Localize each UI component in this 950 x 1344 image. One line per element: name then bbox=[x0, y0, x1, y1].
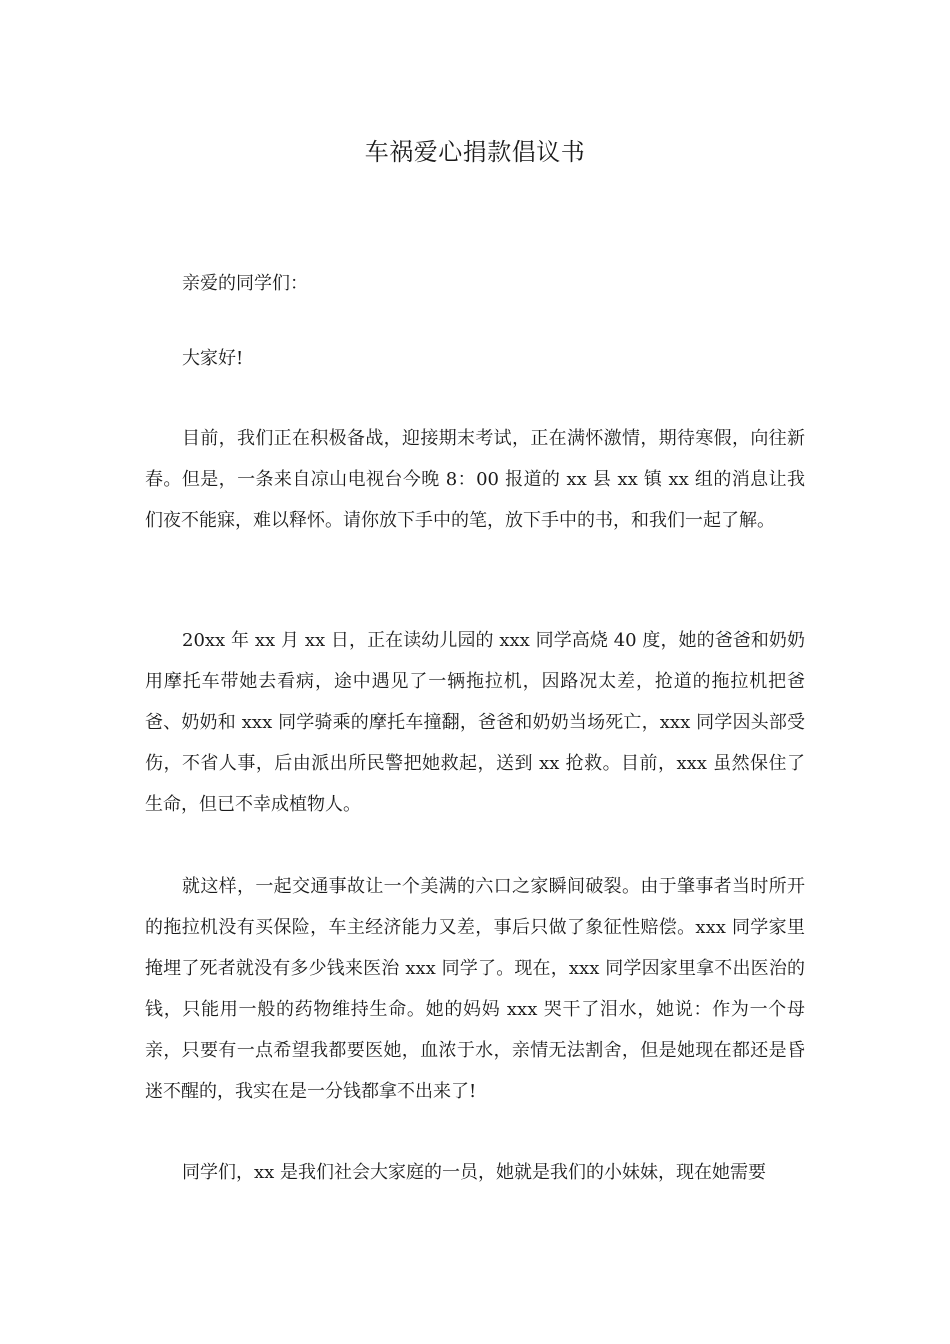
paragraph-4: 同学们，xx 是我们社会大家庭的一员，她就是我们的小妹妹，现在她需要 bbox=[182, 1162, 767, 1183]
paragraph-2: 20xx 年 xx 月 xx 日，正在读幼儿园的 xxx 同学高烧 40 度，她的爸爸和奶奶用摩托车带她去看病，途中遇见了一辆拖拉机，因路况太差，抢道的拖拉机把爸爸、奶奶和 xxx 同学骑乘的摩托车撞翻，爸爸和奶奶当场死亡，xxx 同学因头部受伤，不省人事，后由派出所民警把她救起，送到 xx 抢救。目前，xxx 虽然保住了生命，但已不幸成植物人。 bbox=[145, 630, 805, 815]
paragraph-3: 就这样，一起交通事故让一个美满的六口之家瞬间破裂。由于肇事者当时所开的拖拉机没有买保险，车主经济能力又差，事后只做了象征性赔偿。xxx 同学家里掩埋了死者就没有多少钱来医治 xxx 同学了。现在，xxx 同学因家里拿不出医治的钱，只能用一般的药物维持生命。她的妈妈 xxx 哭干了泪水，她说：作为一个母亲，只要有一点希望我都要医她，血浓于水，亲情无法割舍，但是她现在都还是昏迷不醒的，我实在是一分钱都拿不出来了! bbox=[145, 876, 805, 1102]
document-title: 车祸爱心捐款倡议书 bbox=[364, 138, 586, 166]
paragraph-1: 目前，我们正在积极备战，迎接期末考试，正在满怀激情，期待寒假，向往新春。但是，一条来自凉山电视台今晚 8：00 报道的 xx 县 xx 镇 xx 组的消息让我们夜不能寐，难以释怀。请你放下手中的笔，放下手中的书，和我们一起了解。 bbox=[145, 428, 805, 531]
greeting: 大家好! bbox=[182, 348, 244, 369]
salutation: 亲爱的同学们： bbox=[182, 273, 308, 294]
